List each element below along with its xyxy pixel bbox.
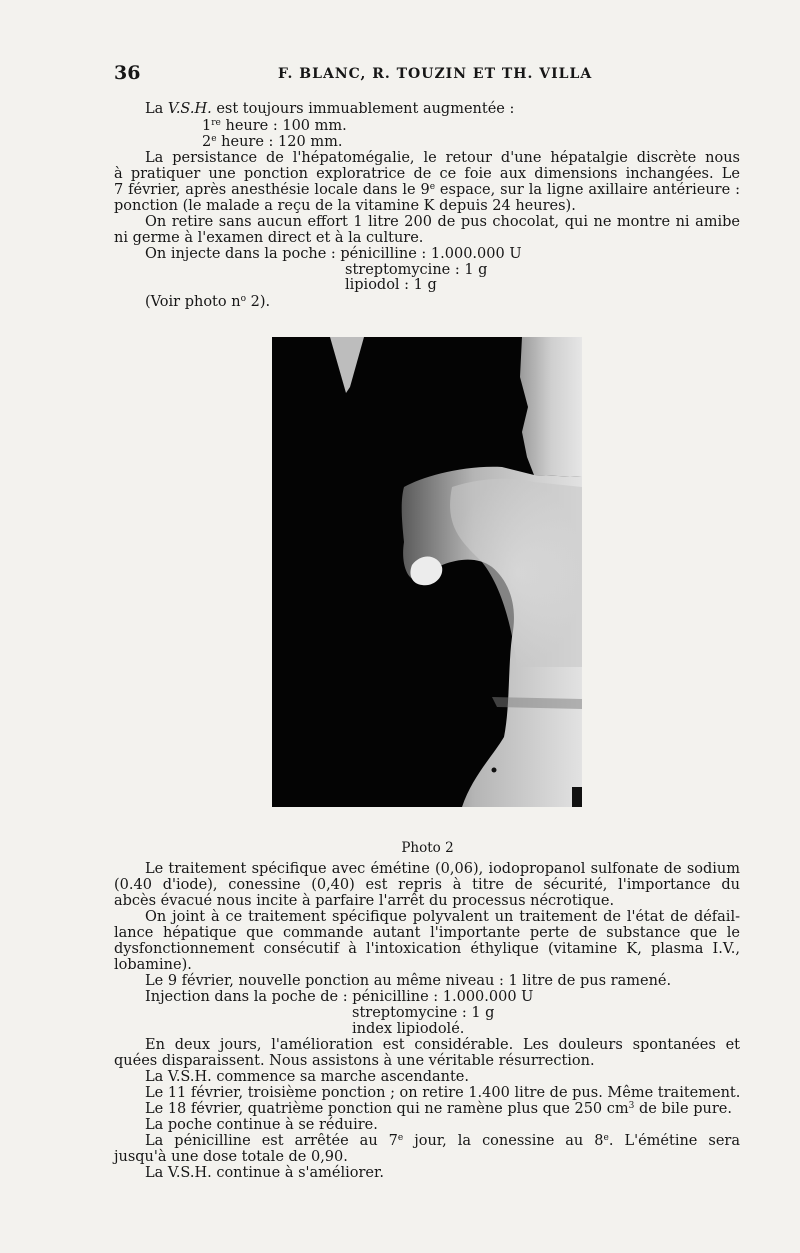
paragraph-line: En deux jours, l'amélioration est considérable. Les douleurs spontanées et bbox=[145, 1037, 740, 1053]
xray-image bbox=[272, 337, 582, 807]
page-header bbox=[0, 62, 800, 84]
photo-reference bbox=[145, 294, 270, 310]
injection-line: On injecte dans la poche : pénicilline : 1.000.000 U bbox=[145, 246, 522, 262]
paragraph-line bbox=[145, 1101, 732, 1117]
paragraph-line: à pratiquer une ponction exploratrice de ce foie aux dimensions inchangées. Le bbox=[114, 166, 740, 182]
vsh-first-hour bbox=[202, 118, 347, 134]
vsh-intro-pre: La bbox=[145, 101, 168, 117]
page-number: 36 bbox=[114, 62, 141, 84]
paragraph-line bbox=[114, 182, 740, 198]
paragraph-line bbox=[145, 1133, 740, 1149]
text-span: espace, sur la ligne axillaire antérieure : bbox=[435, 182, 740, 198]
photo-caption: Photo 2 bbox=[401, 840, 454, 856]
injection-line: Injection dans la poche de : pénicilline : 1.000.000 U bbox=[145, 989, 534, 1005]
injection-streptomycine: streptomycine : 1 g bbox=[352, 1005, 495, 1021]
paragraph-line: La V.S.H. commence sa marche ascendante. bbox=[145, 1069, 469, 1085]
text-span: 7 février, après anesthésie locale dans le 9 bbox=[114, 182, 430, 198]
paragraph-line: lobamine). bbox=[114, 957, 192, 973]
text-span: jour, la conessine au 8 bbox=[403, 1133, 604, 1149]
injection-lipiodol: index lipiodolé. bbox=[352, 1021, 465, 1037]
text-span: 2). bbox=[245, 294, 271, 310]
vsh-first-hour-sup: re bbox=[211, 118, 221, 128]
paragraph-line: abcès évacué nous incite à parfaire l'arrêt du processus nécrotique. bbox=[114, 893, 615, 909]
vsh-first-hour-value: heure : 100 mm. bbox=[220, 118, 347, 134]
paragraph-line: ponction (le malade a reçu de la vitamine K depuis 24 heures). bbox=[114, 198, 576, 214]
injection-lipiodol: lipiodol : 1 g bbox=[345, 277, 437, 293]
paragraph-line: lance hépatique que commande autant l'importante perte de substance que le bbox=[114, 925, 740, 941]
text-span: (Voir photo n bbox=[145, 294, 241, 310]
paragraph-line: jusqu'à une dose totale de 0,90. bbox=[114, 1149, 348, 1165]
superscript: e bbox=[397, 1133, 404, 1143]
injection-streptomycine: streptomycine : 1 g bbox=[345, 262, 488, 278]
superscript: e bbox=[603, 1133, 609, 1143]
vsh-second-hour bbox=[202, 134, 342, 150]
running-head: F. BLANC, R. TOUZIN ET TH. VILLA bbox=[278, 66, 593, 82]
vsh-second-hour-sup: e bbox=[211, 134, 217, 144]
superscript: o bbox=[240, 294, 246, 304]
paragraph-line: Le traitement spécifique avec émétine (0,06), iodopropanol sulfonate de sodium bbox=[145, 861, 740, 877]
paragraph-line: Le 11 février, troisième ponction ; on retire 1.400 litre de pus. Même traitement. bbox=[145, 1085, 741, 1101]
vsh-intro-line bbox=[145, 101, 514, 117]
vsh-second-hour-num: 2 bbox=[202, 134, 212, 150]
xray-photo bbox=[272, 337, 582, 807]
paragraph-line: (0.40 d'iode), conessine (0,40) est repris à titre de sécurité, l'importance du bbox=[114, 877, 740, 893]
paragraph-line: ni germe à l'examen direct et à la culture. bbox=[114, 230, 424, 246]
paragraph-line: quées disparaissent. Nous assistons à une véritable résurrection. bbox=[114, 1053, 595, 1069]
text-span: Le 18 février, quatrième ponction qui ne ramène plus que 250 cm bbox=[145, 1101, 629, 1117]
paragraph-line: La poche continue à se réduire. bbox=[145, 1117, 378, 1133]
superscript: 3 bbox=[628, 1101, 635, 1111]
paragraph-line: On retire sans aucun effort 1 litre 200 de pus chocolat, qui ne montre ni amibe bbox=[145, 214, 740, 230]
vsh-second-hour-value: heure : 120 mm. bbox=[216, 134, 343, 150]
text-span: . L'émétine sera bbox=[608, 1133, 740, 1149]
paragraph-line: Le 9 février, nouvelle ponction au même niveau : 1 litre de pus ramené. bbox=[145, 973, 672, 989]
text-span: de bile pure. bbox=[634, 1101, 732, 1117]
vsh-intro-post: est toujours immuablement augmentée : bbox=[211, 101, 515, 117]
superscript: e bbox=[429, 182, 436, 192]
vsh-first-hour-num: 1 bbox=[202, 118, 212, 134]
text-span: La pénicilline est arrêtée au 7 bbox=[145, 1133, 398, 1149]
paragraph-line: dysfonctionnement consécutif à l'intoxication éthylique (vitamine K, plasma I.V., bbox=[114, 941, 740, 957]
vsh-abbr: V.S.H. bbox=[167, 101, 212, 117]
paragraph-line: On joint à ce traitement spécifique polyvalent un traitement de l'état de défail- bbox=[145, 909, 740, 925]
paragraph-line: La persistance de l'hépatomégalie, le retour d'une hépatalgie discrète nous bbox=[145, 150, 740, 166]
paragraph-line: La V.S.H. continue à s'améliorer. bbox=[145, 1165, 384, 1181]
